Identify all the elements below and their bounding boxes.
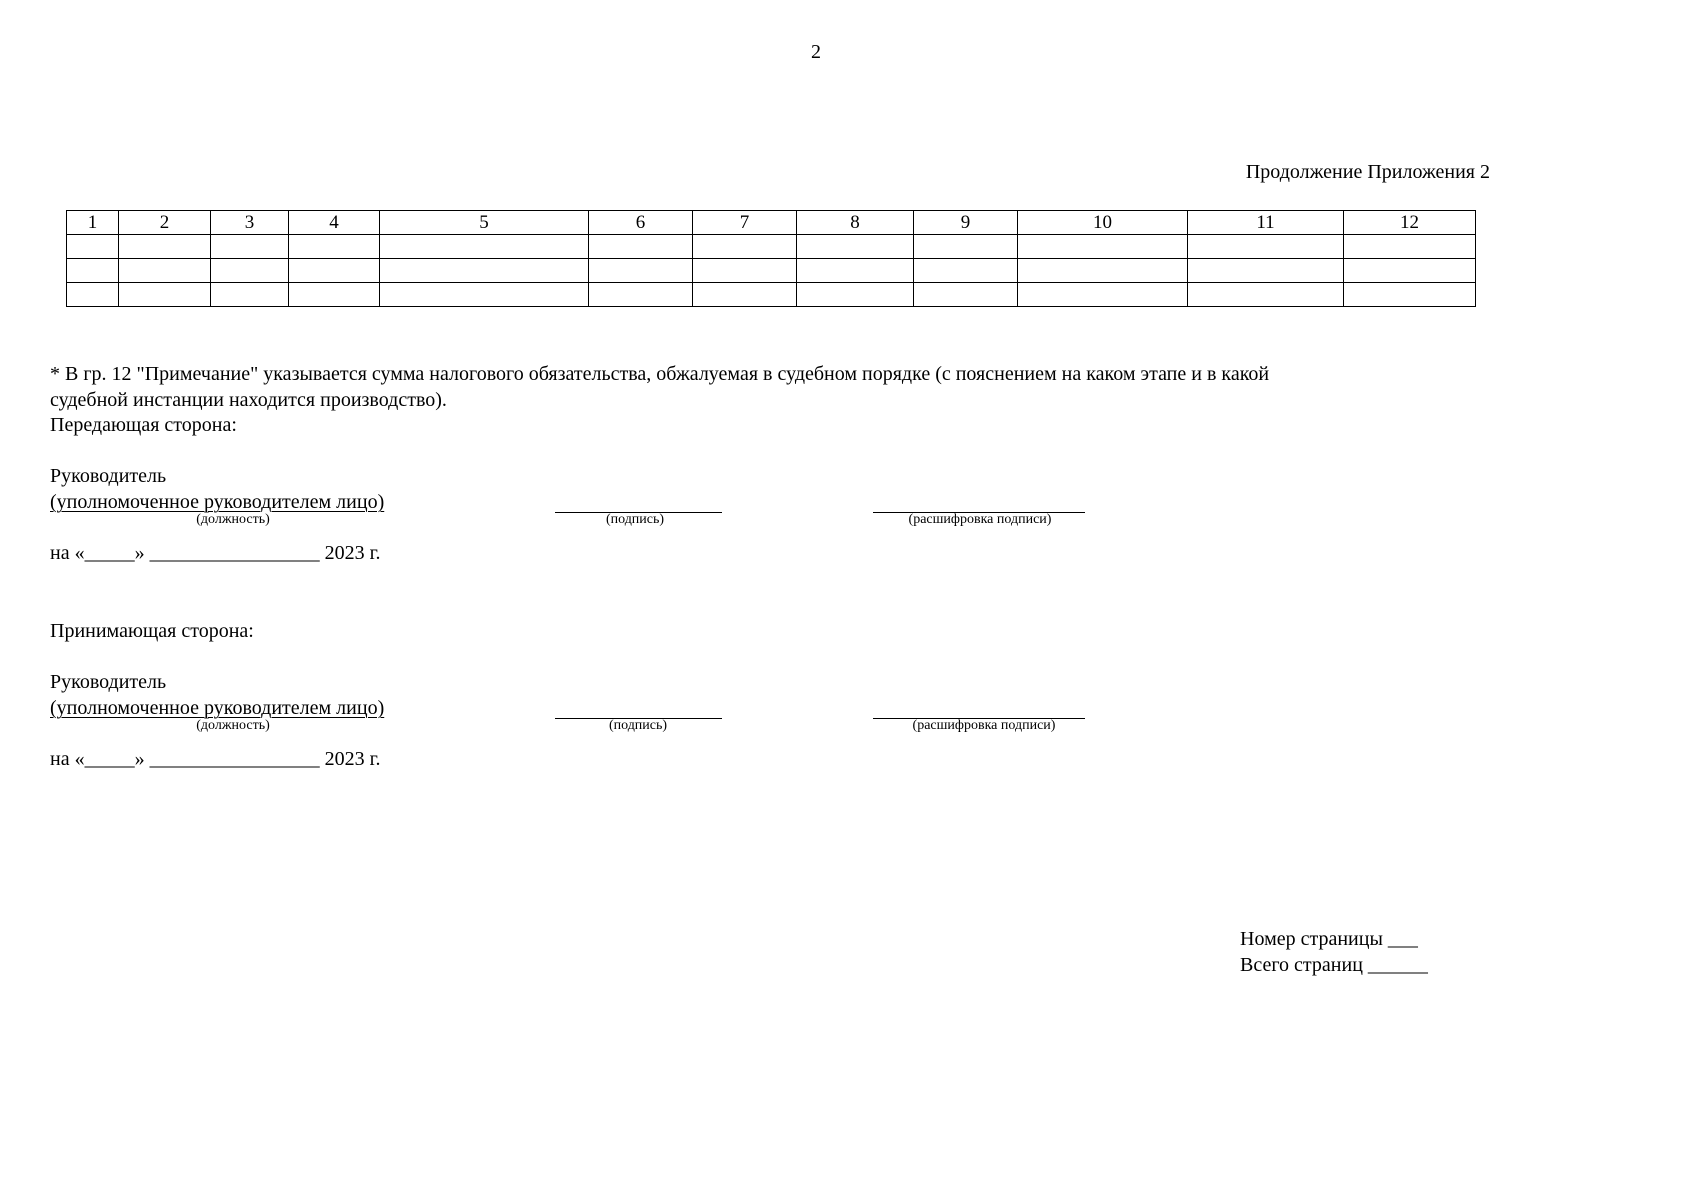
receiving-role-line-2: (уполномоченное руководителем лицо) [50,697,385,719]
column-number: 5 [380,211,589,235]
receiving-decoding-caption: (расшифровка подписи) [912,718,1056,733]
page-number-field: Номер страницы ___ [1240,928,1418,950]
table-cell[interactable] [211,283,289,307]
table-cell[interactable] [797,283,914,307]
table-cell[interactable] [211,259,289,283]
table-cell[interactable] [67,283,119,307]
table-cell[interactable] [211,235,289,259]
transferring-role-line-2: (уполномоченное руководителем лицо) [50,491,385,513]
table-cell[interactable] [380,283,589,307]
table-cell[interactable] [289,259,380,283]
table-cell[interactable] [119,235,211,259]
receiving-position-caption: (должность) [196,718,270,733]
column-number: 11 [1188,211,1344,235]
footnote-line-1: * В гр. 12 "Примечание" указывается сумма налогового обязательства, обжалуемая в судебном порядке (с пояснением на каком этапе и в какой [50,363,1270,385]
transferring-role-line-1: Руководитель [50,465,167,487]
table-cell[interactable] [797,259,914,283]
table-row [67,283,1476,307]
page-number: 2 [811,41,821,63]
table-cell[interactable] [380,235,589,259]
table-cell[interactable] [797,235,914,259]
column-number: 4 [289,211,380,235]
data-table [66,210,1476,307]
footnote-line-2: судебной инстанции находится производство). [50,389,447,411]
table-cell[interactable] [693,235,797,259]
column-number: 3 [211,211,289,235]
table-cell[interactable] [1344,283,1476,307]
table-cell[interactable] [289,283,380,307]
transferring-signature-caption: (подпись) [605,512,665,527]
table-cell[interactable] [1344,259,1476,283]
receiving-date-line: на «_____» _________________ 2023 г. [50,748,381,770]
table-cell[interactable] [693,283,797,307]
table-row [67,235,1476,259]
table-cell[interactable] [1018,235,1188,259]
table-cell[interactable] [693,259,797,283]
table-cell[interactable] [67,235,119,259]
table-cell[interactable] [119,283,211,307]
column-number: 7 [693,211,797,235]
receiving-side-title: Принимающая сторона: [50,620,254,642]
transferring-date-line: на «_____» _________________ 2023 г. [50,542,381,564]
table-cell[interactable] [119,259,211,283]
table-cell[interactable] [914,259,1018,283]
transferring-decoding-caption: (расшифровка подписи) [908,512,1052,527]
table-cell[interactable] [67,259,119,283]
table-cell[interactable] [1018,259,1188,283]
total-pages-field: Всего страниц ______ [1240,954,1428,976]
column-number: 2 [119,211,211,235]
column-number: 1 [67,211,119,235]
table-cell[interactable] [1188,259,1344,283]
receiving-signature-caption: (подпись) [608,718,668,733]
receiving-role-line-1: Руководитель [50,671,167,693]
continuation-heading: Продолжение Приложения 2 [1245,161,1490,183]
column-number: 6 [589,211,693,235]
table-cell[interactable] [289,235,380,259]
table-cell[interactable] [589,283,693,307]
table-cell[interactable] [914,283,1018,307]
table-header-row [67,211,1476,235]
transferring-side-title: Передающая сторона: [50,414,237,436]
column-number: 10 [1018,211,1188,235]
column-number: 12 [1344,211,1476,235]
table-cell[interactable] [380,259,589,283]
column-number: 9 [914,211,1018,235]
table-cell[interactable] [914,235,1018,259]
table-cell[interactable] [1018,283,1188,307]
table-cell[interactable] [1188,283,1344,307]
table-cell[interactable] [1188,235,1344,259]
table-cell[interactable] [589,259,693,283]
table-row [67,259,1476,283]
table-cell[interactable] [589,235,693,259]
transferring-position-caption: (должность) [196,512,270,527]
column-number: 8 [797,211,914,235]
table-cell[interactable] [1344,235,1476,259]
